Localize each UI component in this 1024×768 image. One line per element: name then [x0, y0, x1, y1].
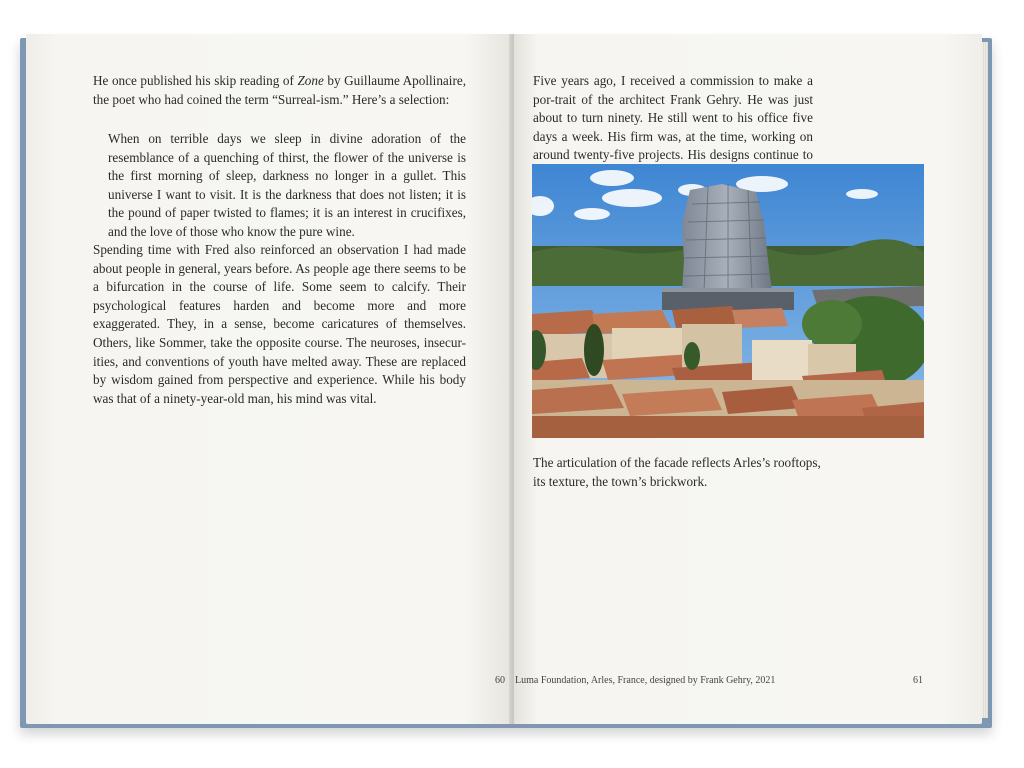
left-paragraph-1 — [93, 72, 466, 109]
cypress-tree — [584, 324, 604, 376]
left-page — [26, 34, 512, 724]
page-number-right: 61 — [913, 675, 923, 686]
footer-caption: Luma Foundation, Arles, France, designed by Frank Gehry, 2021 — [515, 675, 776, 686]
para1-prefix: He once published his skip reading of — [93, 73, 298, 88]
page-number-left: 60 — [495, 675, 505, 686]
photo-luma-tower — [532, 164, 924, 438]
left-paragraph-2 — [93, 241, 466, 408]
right-page — [514, 34, 982, 724]
right-para-text: Five years ago, I received a commission to make a por-trait of the architect Frank Gehry. He was just about to turn ninety. He still went to his office five days a week. His firm was, at the time, working on around twenty-five projects. His designs continue to — [533, 73, 813, 163]
para1-italic-title: Zone — [297, 73, 324, 88]
para2-text: Spending time with Fred also reinforced an observation I had made about people in general, years before. As people age there seems to be a bifurcation in the course of life. Some seem to calcify. Their psychological features harden and become more and more exaggerated. They, in a sense, become caricatures of themselves. Others, like Sommer, take the opposite course. The neuroses, insecur-ities, and conventions of youth have melted away. These are replaced by wisdom gained from perspective and experience. While his body was that of a ninety-year-old man, his mind was vital. — [93, 242, 466, 406]
block-quote — [108, 130, 466, 242]
para1-suffix: by Guillaume Apollinaire, the poet who had coined the term “Surreal-ism.” Here’s a selection: — [93, 73, 466, 107]
luma-tower-photo-svg — [532, 164, 924, 438]
photo-caption: The articulation of the facade reflects Arles’s rooftops, its texture, the town’s brickwork. — [533, 455, 821, 489]
quote-text: When on terrible days we sleep in divine adoration of the resemblance of a quenching of thirst, the flower of the universe is the first morning of sleep, darkness no longer in a gullet. This universe I want to visit. It is the darkness that does not listen; it is the pound of paper twisted to flames; it is an interest in crucifixes, and the love of those who know the pure wine. — [108, 131, 466, 239]
